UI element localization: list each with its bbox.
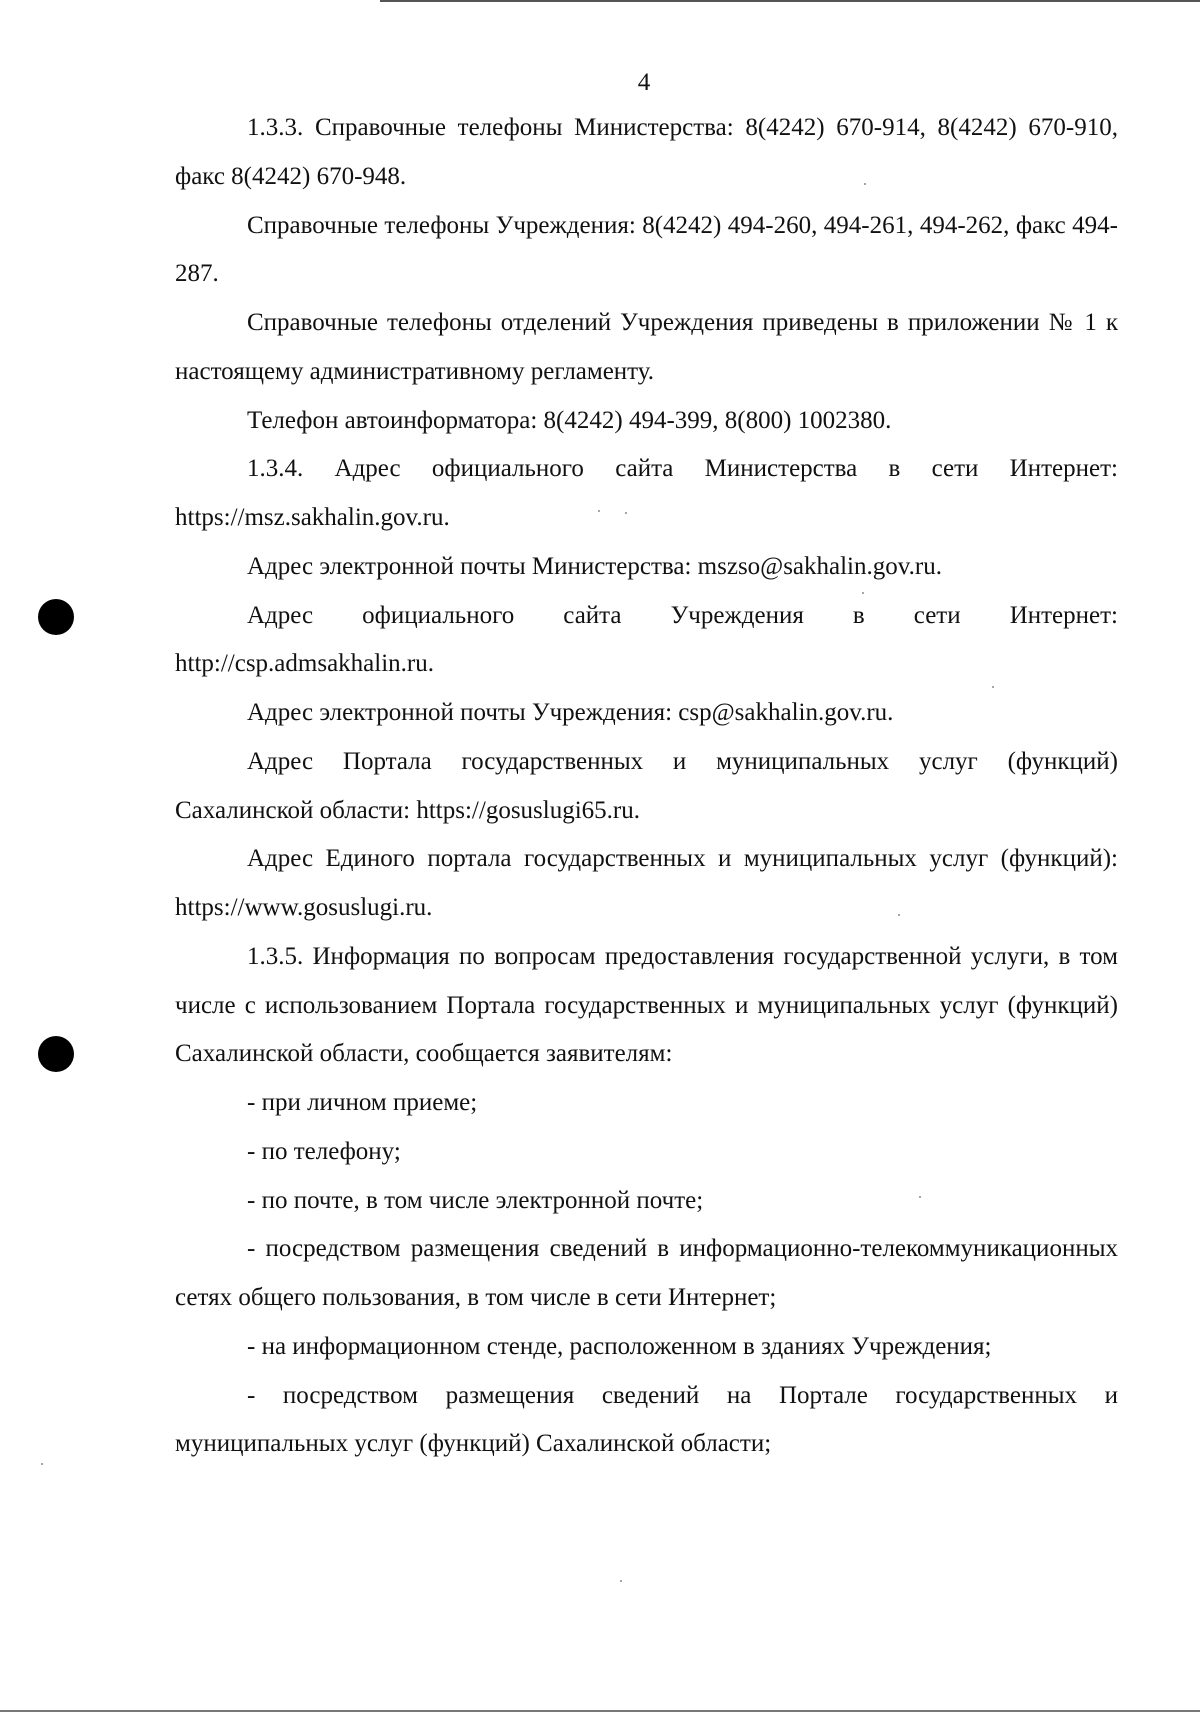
paragraph-1-3-3-phones: 1.3.3. Справочные телефоны Министерства: 8(4242) 670-914, 8(4242) 670-910, факс 8(4242) 670-948. — [175, 114, 1118, 190]
list-item-networks: - посредством размещения сведений в информационно-телекоммуникационных сетях общего пользования, в том числе в сети Интернет; — [175, 1235, 1118, 1311]
page-number: 4 — [637, 69, 651, 96]
punch-hole-lower — [38, 1036, 74, 1072]
paragraph-autoinformer-phone: Телефон автоинформатора: 8(4242) 494-399, 8(800) 1002380. — [247, 406, 892, 434]
list-item-info-stand: - на информационном стенде, расположенном в зданиях Учреждения; — [247, 1332, 992, 1360]
list-item-by-mail: - по почте, в том числе электронной почте; — [247, 1186, 704, 1214]
scan-top-edge — [380, 0, 1200, 2]
list-item-in-person: - при личном приеме; — [247, 1089, 478, 1116]
scan-speck — [41, 1463, 43, 1465]
punch-hole-upper — [38, 599, 74, 635]
paragraph-regional-portal: Адрес Портала государственных и муниципальных услуг (функций) Сахалинской области: https://gosuslugi65.ru. — [175, 747, 1118, 824]
paragraph-institution-email: Адрес электронной почты Учреждения: csp@sakhalin.gov.ru. — [247, 699, 894, 726]
list-item-by-phone: - по телефону; — [247, 1137, 401, 1165]
document-body — [175, 104, 1118, 1469]
paragraph-branch-phones: Справочные телефоны отделений Учреждения приведены в приложении № 1 к настоящему административному регламенту. — [175, 309, 1118, 385]
paragraph-unified-portal: Адрес Единого портала государственных и муниципальных услуг (функций): https://www.gosuslugi.ru. — [175, 845, 1118, 921]
paragraph-ministry-email: Адрес электронной почты Министерства: mszso@sakhalin.gov.ru. — [247, 552, 942, 580]
list-item-regional-portal: - посредством размещения сведений на Портале государственных и муниципальных услуг (функций) Сахалинской области; — [175, 1381, 1118, 1458]
paragraph-1-3-4-ministry-site: 1.3.4. Адрес официального сайта Министерства в сети Интернет: https://msz.sakhalin.gov.ru. — [175, 455, 1118, 531]
paragraph-1-3-5-information: 1.3.5. Информация по вопросам предоставления государственной услуги, в том числе с использованием Портала государственных и муниципальных услуг (функций) Сахалинской области, сообщается заявителям: — [175, 942, 1118, 1068]
paragraph-institution-site: Адрес официального сайта Учреждения в сети Интернет: http://csp.admsakhalin.ru. — [175, 601, 1118, 678]
paragraph-institution-phones: Справочные телефоны Учреждения: 8(4242) 494-260, 494-261, 494-262, факс 494-287. — [175, 211, 1118, 288]
scan-speck — [620, 1580, 622, 1582]
